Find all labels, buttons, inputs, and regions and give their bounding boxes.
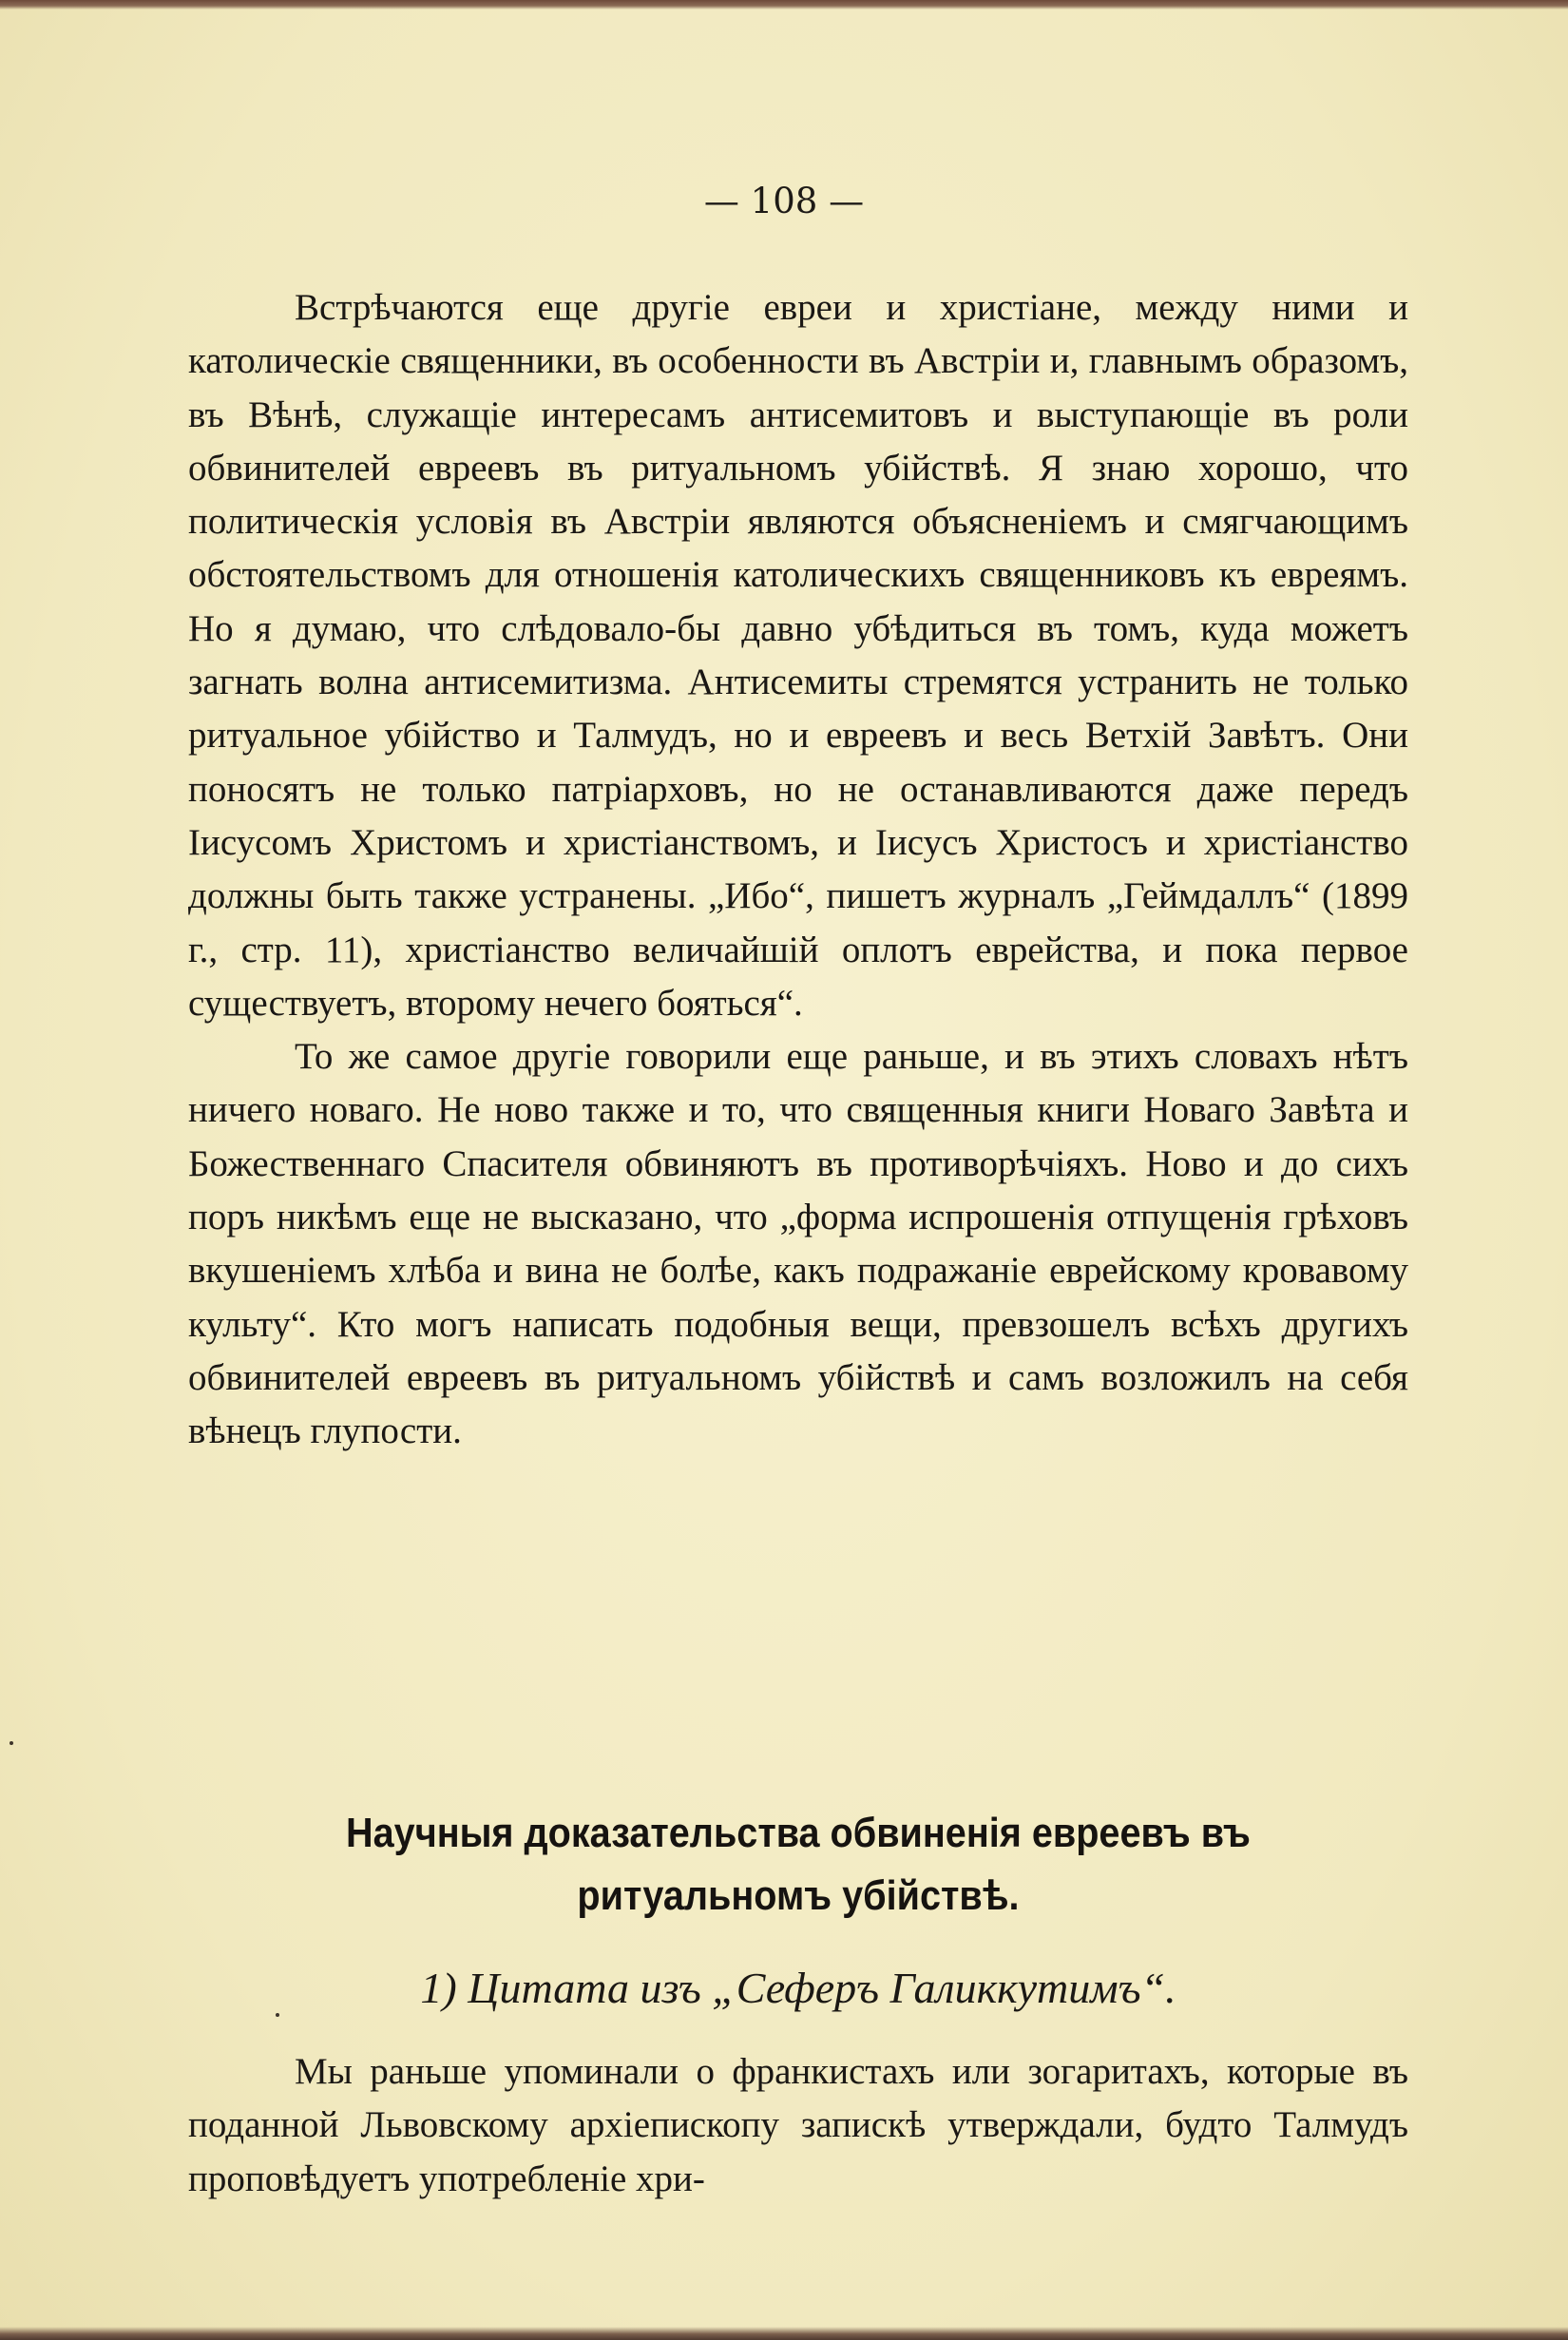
section-heading: Научныя доказательства обвиненія евреевъ въ ритуальномъ убійствѣ. (346, 1810, 1251, 1919)
ink-speck (276, 2013, 279, 2017)
paragraph-frankists: Мы раньше упоминали о франкистахъ или зогаритахъ, которые въ поданной Львовскому архіепископу запискѣ утверждали, будто Талмудъ проповѣдуетъ употребленіе хри- (188, 2051, 1408, 2199)
paragraph-accusations: То же самое другіе говорили еще раньше, и въ этихъ словахъ нѣтъ ничего новаго. Не ново также и то, что священныя книги Новаго Завѣта и Божественнаго Спасителя обвиняютъ въ противорѣчіяхъ. Ново и до сихъ поръ никѣмъ еще не высказано, что „форма испрошенія отпущенія грѣховъ вкушеніемъ хлѣба и вина не болѣе, какъ подражаніе еврейскому кровавому культу“. Кто могъ написать подобныя вещи, превзошелъ всѣхъ другихъ обвинителей евреевъ въ ритуальномъ убійствѣ и самъ возложилъ на себя вѣнецъ глупости. (188, 1036, 1408, 1452)
body-text (188, 281, 1408, 1459)
page-number: — 108 — (703, 181, 865, 221)
page-top-edge (0, 0, 1568, 10)
page-bottom-edge (0, 2327, 1568, 2340)
ink-speck (10, 1741, 13, 1745)
citation-subheading: 1) Цитата изъ „Сеферъ Галиккутимъ“. (420, 1964, 1176, 2012)
paragraph-antisemites: Встрѣчаются еще другіе евреи и христіане, между ними и католическіе священники, въ особенности въ Австріи и, главнымъ образомъ, въ Вѣнѣ, служащіе интересамъ антисемитовъ и выступающіе въ роли обвинителей евреевъ въ ритуальномъ убійствѣ. Я знаю хорошо, что политическія условія въ Австріи являются объясненіемъ и смягчающимъ обстоятельствомъ для отношенія католическихъ священниковъ къ евреямъ. Но я думаю, что слѣдовало-бы давно убѣдиться въ томъ, куда можетъ загнать волна антисемитизма. Антисемиты стремятся устранить не только ритуальное убійство и Талмудъ, но и евреевъ и весь Ветхій Завѣтъ. Они поносятъ не только патріарховъ, но не останавливаются даже передъ Іисусомъ Христомъ и христіанствомъ, и Іисусъ Христосъ и христіанство должны быть также устранены. „Ибо“, пишетъ журналъ „Геймдаллъ“ (1899 г., стр. 11), христіанство величайшій оплотъ еврейства, и пока первое существуетъ, второму нечего бояться“. (188, 287, 1408, 1024)
